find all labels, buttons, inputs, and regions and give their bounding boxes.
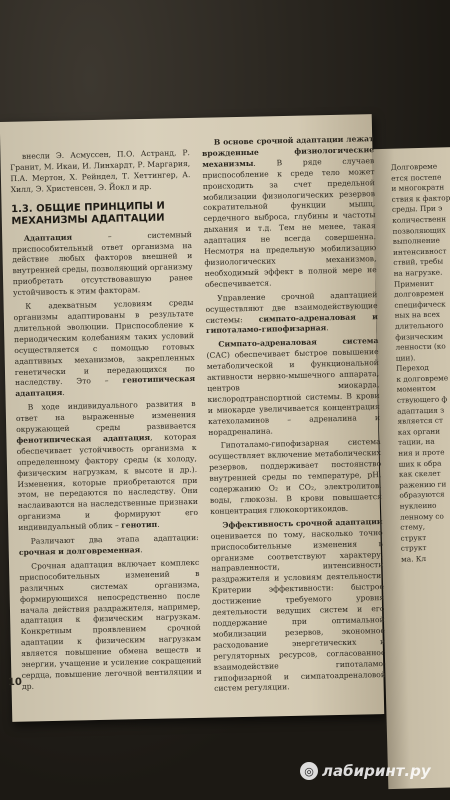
middle-column: В основе срочной адаптации лежат врожденные физиологические механизмы. В ряде случаев приспособление к среде тело может происходить за счет предельной мобилизации физиологических резервов сократительной функции мышц, сердечного выброса, глубины и частоты дыхания и т.д. Тем не менее, такая адаптация не всегда совершенна. Несмотря на предельную мобилизацию физиологических механизмов, необходимый эффект в полной мере не обеспечивается. Управление срочной адаптацией осуществляют две взаимодействующие системы: симпато-адреналовая и гипоталамо-гипофизарная. Симпато-адреналовая система (САС) обеспечивает быстрое повышение метаболической и функциональной активности нервно-мышечного аппарата, центров миокарда, кислородтранспортной системы. В крови и миокарде увеличивается концентрация катехоламинов – адреналина и норадреналина. Гипоталамо-гипофизарная система осуществляет включение метаболических резервов, поддерживает постоянство внутренней среды по температуре, pH, содержанию O₂ и CO₂, электролитов, воды, глюкозы. В крови повышается концентрация глюкокортикоидов. Эффективность срочной адаптации оценивается по тому, насколько точно приспособительные изменения в организме соответствуют характеру, направленности, интенсивности раздражителя и условиям деятельности. Критерии эффективности: быстрое достижение требуемого уровня деятельности ведущих систем и его поддержание при оптимальной мобилизации резервов, экономное расходование энергетических и регуляторных ресурсов, согласованное взаимодействие гипоталамо-гипофизарной и симпатоадреналовой систем регуляции. <box>201 134 386 694</box>
right-column-line: ется постепе <box>391 172 442 183</box>
right-column-line: ражению ги <box>399 479 447 490</box>
right-column-line: ленному со <box>399 511 444 522</box>
sas-paragraph: (САС) обеспечивает быстрое повышение метаболической и функциональной активности нервно-мышечного аппарата, центров миокарда, кислородтранспортной системы. В крови и миокарде увеличивается концентрация катехоламинов – адреналина и норадреналина. <box>206 347 381 437</box>
urgent-adaptation-paragraph: Срочная адаптация включает комплекс приспособительных изменений в различных системах организма, формирующихся непосредственно после начала действия раздражителя, например, адаптация к физическим нагрузкам. Конкретным проявлением срочной адаптации к физическим нагрузкам является повышение обмена веществ и энергии, учащение и усиление сокращений сердца, повышение легочной вентиляции и др. <box>19 557 202 691</box>
term-genotypic: генотипическая адаптация <box>15 374 196 399</box>
right-column-line: ма. Кл <box>401 554 427 564</box>
right-column-line: количественн <box>392 214 447 225</box>
right-column-line: к долговреме <box>396 373 449 384</box>
term-stages: срочная и долговременная <box>18 545 141 558</box>
right-column-line: образуются <box>399 489 445 501</box>
right-column-line: ния и проте <box>398 447 445 458</box>
right-column-line: структ <box>400 543 427 554</box>
right-column-line: позволяющих <box>392 225 446 236</box>
right-column-line: ках органи <box>397 426 441 437</box>
left-column: внесли Э. Асмуссен, П.О. Астранд, Р. Гранит, М. Икаи, И. Линхардт, Р. Маргария, П.А. Мертон, Х. Рейндел, Т. Хеттингер, А. Хилл, Э. Христенсен, Э. Йокл и др. 1.3. ОБЩИЕ ПРИНЦИПЫ И МЕХАНИЗМЫ АДАПТАЦИИ Адаптация – системный приспособительный ответ организма на действие любых факторов внешней и внутренней среды, позволяющий организму приобретать отсутствовавшую ранее устойчивость к этим факторам. К адекватным условиям среды организмы адаптированы в результате длительной эволюции. Приспособление к периодическим колебаниям таких условий осуществляется с помощью готовых адаптивных механизмов, закрепленных генетически и передающихся по наследству. Это – генотипическая адаптация. В ходе индивидуального развития в ответ на выраженные изменения окружающей среды развивается фенотипическая адаптация, которая обеспечивает устойчивость организма к определенному фактору среды (к холоду, физическим нагрузкам, к высоте и др.). Изменения, которые приобретаются при этом, не передаются по наследству. Они наслаиваются на наследственные признаки организма и формируют его индивидуальный облик – генотип. Различают два этапа адаптации: срочная и долговременная. Срочная адаптация включает комплекс приспособительных изменений в различных системах организма, формирующихся непосредственно после начала действия раздражителя, например, адаптация к физическим нагрузкам. Конкретным проявлением срочной адаптации к физическим нагрузкам является повышение обмена веществ и энергии, учащение и усиление сокращений сердца, повышение легочной вентиляции и др. <box>10 148 202 691</box>
right-column-line: ствий, требы <box>393 256 444 268</box>
term-innate-mechanisms: В основе срочной адаптации лежат врожденные физиологические механизмы <box>201 134 375 169</box>
page-number: 10 <box>7 676 23 689</box>
right-column-line: длительного <box>394 320 444 331</box>
term-efficiency: Эффективность срочной адаптации <box>222 516 383 530</box>
right-column-line: интенсивност <box>392 246 447 257</box>
right-column-line: структ <box>400 532 427 543</box>
right-column-line: и многократн <box>391 182 445 194</box>
right-column-line: ствия к фактор <box>391 193 450 204</box>
right-column-line: ствующего ф <box>396 394 448 405</box>
term-genotype: генотип <box>121 520 158 530</box>
right-column-line: на нагрузке. <box>393 267 443 278</box>
right-column-fragment <box>391 161 450 565</box>
right-column-line: Переход <box>396 363 429 374</box>
right-column-line: ленности (ко <box>395 341 446 352</box>
control-paragraph: Управление срочной адаптацией осуществляют две взаимодействующие системы: <box>205 289 378 325</box>
innate-paragraph: . В ряде случаев приспособление к среде тело может происходить за счет предельной мобилизации физиологических резервов сократительной функции мышц, сердечного выброса, глубины и частоты дыхания и т.д. Тем не менее, такая адаптация не всегда совершенна. Несмотря на предельную мобилизацию физиологических механизмов, необходимый эффект в полной мере не обеспечивается. <box>202 155 377 289</box>
section-heading: 1.3. ОБЩИЕ ПРИНЦИПЫ И МЕХАНИЗМЫ АДАПТАЦИИ <box>11 200 165 227</box>
right-column-line: как скелет <box>398 468 441 479</box>
intro-paragraph: внесли Э. Асмуссен, П.О. Астранд, Р. Гранит, М. Икаи, И. Линхардт, Р. Маргария, П.А. Мертон, Х. Рейндел, Т. Хеттингер, А. Хилл, Э. Христенсен, Э. Йокл и др. <box>10 148 191 194</box>
right-column-line: Применит <box>393 278 434 289</box>
phenotypic-paragraph-a: В ходе индивидуального развития в ответ на выраженные изменения окружающей среды развивается <box>15 399 197 435</box>
term-phenotypic: фенотипическая адаптация <box>16 432 151 445</box>
stages-paragraph: Различают два этапа адаптации: <box>30 533 199 546</box>
right-column-line: ших к обра <box>398 458 442 469</box>
watermark-logo <box>300 762 431 780</box>
phenotypic-paragraph-b: , которая обеспечивает устойчивость организма к определенному фактору среды (к холоду, физическим нагрузкам, к высоте и др.). Изменения, которые приобретаются при этом, не передаются по наследству. Они наслаиваются на наследственные признаки организма и формируют его индивидуальный облик – <box>16 431 199 533</box>
right-column-line: выполнение <box>392 235 440 246</box>
right-column-line: стему, <box>400 522 426 532</box>
right-column-line: долговремен <box>394 288 444 299</box>
labyrinth-logo-icon: ◎ <box>300 762 318 780</box>
right-column-line: среды. При э <box>391 203 443 215</box>
watermark-text: лабиринт.ру <box>322 762 431 780</box>
efficiency-paragraph: оценивается по тому, насколько точно приспособительные изменения в организме соответствуют характеру, направленности, интенсивности раздражителя и условиям деятельности. Критерии эффективности: быстрое достижение требуемого уровня деятельности ведущих систем и его поддержание при оптимальной мобилизации резервов, экономное расходование энергетических и регуляторных ресурсов, согласованное взаимодействие гипоталамо-гипофизарной и симпатоадреналовой систем регуляции. <box>210 527 386 694</box>
right-column-line: тации, на <box>397 437 435 448</box>
hhs-paragraph: Гипоталамо-гипофизарная система осуществляет включение метаболических резервов, поддерживает постоянство внутренней среды по температуре, pH, содержанию O₂ и CO₂, электролитов, воды, глюкозы. В крови повышается концентрация глюкокортикоидов. <box>208 437 382 516</box>
term-control-systems: симпато-адреналовая и гипоталамо-гипофизарная <box>205 311 378 336</box>
right-column-line: Долговреме <box>390 161 438 172</box>
right-column-line: физическим <box>395 331 444 342</box>
right-column-line: специфическ <box>394 299 446 310</box>
adaptation-definition: – системный приспособительный ответ организма на действие любых факторов внешней и внутренней среды, позволяющий организму приобретать отсутствовавшую ранее устойчивость к этим факторам. <box>11 229 193 298</box>
right-column-line: ных на всех <box>394 309 441 321</box>
right-column-line: адаптация з <box>397 405 445 416</box>
right-column-line: нуклеино <box>399 500 437 511</box>
genotypic-paragraph: К адекватным условиям среды организмы адаптированы в результате длительной эволюции. Приспособление к периодическим колебаниям таких условий осуществляется с помощью готовых адаптивных механизмов, закрепленных генетически и передающихся по наследству. Это – <box>13 298 195 388</box>
right-column-line: ции). <box>395 352 416 363</box>
term-sas: Симпато-адреналовая система <box>218 336 379 350</box>
right-column-line: моментом <box>396 384 436 395</box>
right-column-line: является ст <box>397 415 444 427</box>
term-adaptation: Адаптация <box>23 232 73 243</box>
